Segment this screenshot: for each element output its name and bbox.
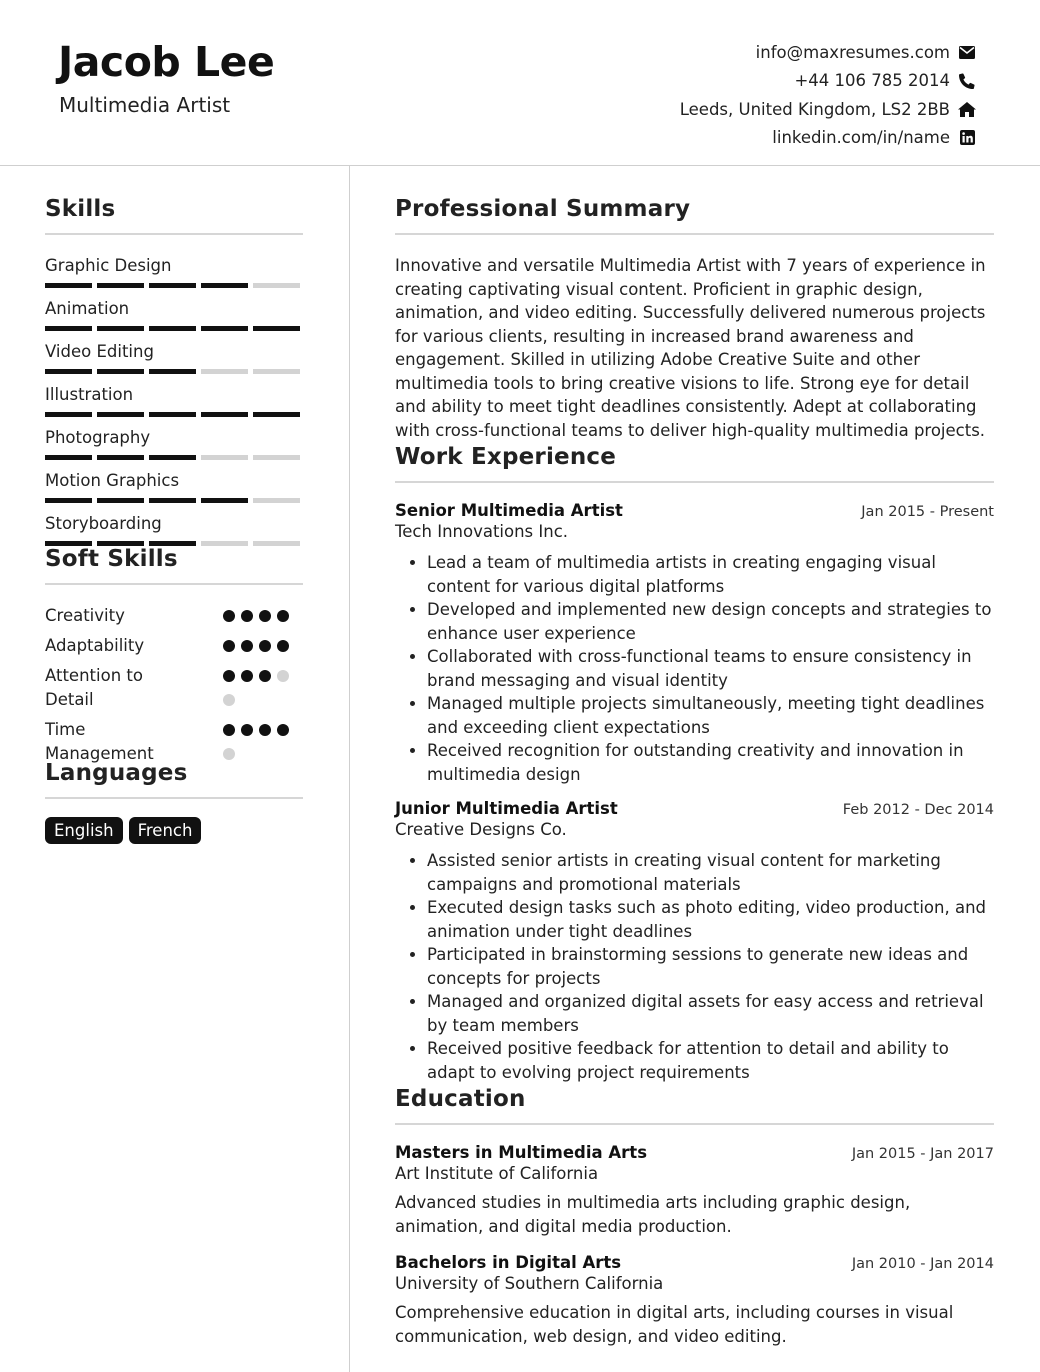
- responsibilities-list: [395, 849, 994, 1084]
- experience-header: [395, 799, 994, 818]
- rating-dot: [277, 670, 289, 682]
- candidate-name: Jacob Lee: [58, 38, 275, 86]
- skill-level-meter: [45, 326, 303, 331]
- rating-dot: [223, 670, 235, 682]
- skill-level-segment: [149, 326, 196, 331]
- candidate-title: Multimedia Artist: [59, 93, 231, 117]
- skill-level-segment: [201, 326, 248, 331]
- skill-label: Graphic Design: [45, 256, 172, 275]
- skill-level-segment: [149, 455, 196, 460]
- skill-level-meter: [45, 498, 303, 503]
- skill-label: Photography: [45, 428, 151, 447]
- skill-level-segment: [201, 455, 248, 460]
- phone-icon: [958, 72, 976, 90]
- skill-level-segment: [253, 326, 300, 331]
- rating-dot: [277, 724, 289, 736]
- school-name: University of Southern California: [395, 1274, 664, 1293]
- skill-label: Illustration: [45, 385, 134, 404]
- education-dates: Jan 2015 - Jan 2017: [851, 1146, 994, 1162]
- soft-skill-label: Time Management: [45, 720, 154, 763]
- soft-skill-item: [45, 634, 303, 664]
- skill-level-segment: [97, 412, 144, 417]
- responsibility-item: • Collaborated with cross-functional teams to ensure consistency in brand messaging and visual identity: [427, 645, 994, 692]
- soft-skills-list: [45, 604, 303, 772]
- summary-text: Innovative and versatile Multimedia Artist with 7 years of experience in creating captivating visual content. Proficient in graphic design, animation, and video editing. Successfully delivered numerous projects for various clients, resulting in increased brand awareness and engagement. Skilled in utilizing Adobe Creative Suite and other multimedia tools to bring creative visions to life. Strong eye for detail and ability to meet tight deadlines consistently. Adept at collaborating with cross-functional teams to deliver high-quality multimedia projects.: [395, 256, 986, 440]
- job-dates: Feb 2012 - Dec 2014: [842, 802, 994, 818]
- education-entry: [395, 1253, 994, 1348]
- rating-dot: [223, 640, 235, 652]
- company-name: Tech Innovations Inc.: [395, 522, 569, 541]
- skill-level-segment: [97, 369, 144, 374]
- contact-address: [680, 95, 976, 124]
- languages-list: [45, 817, 303, 844]
- skill-label: Motion Graphics: [45, 471, 180, 490]
- skill-level-segment: [201, 498, 248, 503]
- experience-list: [395, 501, 994, 1084]
- left-column: [45, 196, 303, 844]
- skill-level-meter: [45, 283, 303, 288]
- skill-item: [45, 462, 303, 505]
- skill-level-segment: [201, 283, 248, 288]
- linkedin-icon: [958, 129, 976, 147]
- education-dates: Jan 2010 - Jan 2014: [851, 1256, 994, 1272]
- column-divider: [349, 166, 350, 1372]
- skill-level-segment: [45, 412, 92, 417]
- languages-heading: Languages: [45, 760, 303, 799]
- job-dates: Jan 2015 - Present: [861, 504, 994, 520]
- rating-dot: [277, 610, 289, 622]
- skill-level-segment: [97, 455, 144, 460]
- home-icon: [958, 100, 976, 118]
- responsibility-item: • Executed design tasks such as photo editing, video production, and animation under tight deadlines: [427, 896, 994, 943]
- skill-level-segment: [253, 541, 300, 546]
- skill-level-segment: [149, 369, 196, 374]
- skill-level-meter: [45, 412, 303, 417]
- education-header: [395, 1253, 994, 1272]
- education-description: Comprehensive education in digital arts, including courses in visual communication, web design, and video editing.: [395, 1303, 954, 1346]
- rating-dot: [241, 670, 253, 682]
- rating-dot: [241, 724, 253, 736]
- language-badge: English: [45, 817, 123, 844]
- skill-label: Animation: [45, 299, 130, 318]
- rating-dot: [223, 748, 235, 760]
- skill-item: [45, 505, 303, 548]
- soft-skill-rating: [223, 718, 303, 772]
- skill-item: [45, 247, 303, 290]
- skill-level-segment: [97, 283, 144, 288]
- soft-skill-rating: [223, 634, 303, 664]
- company-name: Creative Designs Co.: [395, 820, 567, 839]
- education-list: [395, 1143, 994, 1348]
- experience-heading: Work Experience: [395, 444, 994, 483]
- responsibility-item: • Managed and organized digital assets for easy access and retrieval by team members: [427, 990, 994, 1037]
- experience-header: [395, 501, 994, 520]
- skill-item: [45, 333, 303, 376]
- skill-level-segment: [149, 283, 196, 288]
- skill-level-segment: [253, 455, 300, 460]
- rating-dot: [259, 640, 271, 652]
- rating-dot: [277, 640, 289, 652]
- soft-skill-label: Adaptability: [45, 636, 145, 655]
- experience-entry: [395, 501, 994, 786]
- rating-dot: [259, 670, 271, 682]
- skill-level-segment: [149, 412, 196, 417]
- contact-email[interactable]: [680, 38, 976, 67]
- skill-level-segment: [201, 541, 248, 546]
- responsibility-item: • Assisted senior artists in creating visual content for marketing campaigns and promotional materials: [427, 849, 994, 896]
- skill-level-segment: [253, 283, 300, 288]
- skills-list: [45, 247, 303, 548]
- soft-skill-label: Creativity: [45, 606, 125, 625]
- contact-phone-text: +44 106 785 2014: [794, 71, 950, 91]
- contact-phone[interactable]: [680, 67, 976, 96]
- education-heading: Education: [395, 1086, 994, 1125]
- rating-dot: [223, 694, 235, 706]
- school-name: Art Institute of California: [395, 1164, 599, 1183]
- skill-level-meter: [45, 369, 303, 374]
- education-entry: [395, 1143, 994, 1238]
- skill-level-meter: [45, 455, 303, 460]
- responsibility-item: • Participated in brainstorming sessions to generate new ideas and concepts for projects: [427, 943, 994, 990]
- contact-address-text: Leeds, United Kingdom, LS2 2BB: [679, 99, 950, 119]
- contact-list: [680, 38, 976, 152]
- soft-skill-rating: [223, 664, 303, 718]
- skill-level-segment: [201, 369, 248, 374]
- soft-skill-label: Attention to Detail: [45, 666, 143, 709]
- skill-level-segment: [253, 412, 300, 417]
- rating-dot: [241, 640, 253, 652]
- education-description: Advanced studies in multimedia arts including graphic design, animation, and digital media production.: [395, 1193, 911, 1236]
- skill-label: Video Editing: [45, 342, 154, 361]
- soft-skill-item: [45, 664, 303, 718]
- skill-item: [45, 376, 303, 419]
- soft-skill-item: [45, 604, 303, 634]
- degree-name: Masters in Multimedia Arts: [395, 1143, 648, 1162]
- soft-skills-heading: Soft Skills: [45, 546, 303, 585]
- job-role: Senior Multimedia Artist: [395, 501, 623, 520]
- contact-linkedin-text: linkedin.com/in/name: [772, 128, 950, 148]
- skill-level-segment: [45, 283, 92, 288]
- language-badge: French: [129, 817, 202, 844]
- summary-heading: Professional Summary: [395, 196, 994, 235]
- responsibility-item: • Managed multiple projects simultaneously, meeting tight deadlines and exceeding client expectations: [427, 692, 994, 739]
- skill-item: [45, 290, 303, 333]
- degree-name: Bachelors in Digital Arts: [395, 1253, 622, 1272]
- responsibility-item: • Developed and implemented new design concepts and strategies to enhance user experience: [427, 598, 994, 645]
- skill-level-segment: [253, 498, 300, 503]
- skill-level-segment: [45, 369, 92, 374]
- resume-header: [0, 0, 1040, 166]
- right-column: [395, 196, 994, 1348]
- skill-level-segment: [201, 412, 248, 417]
- skill-level-segment: [45, 498, 92, 503]
- skill-level-segment: [149, 498, 196, 503]
- contact-linkedin[interactable]: [680, 124, 976, 153]
- rating-dot: [259, 724, 271, 736]
- contact-email-text: info@maxresumes.com: [755, 42, 950, 62]
- skill-level-segment: [253, 369, 300, 374]
- responsibility-item: • Received positive feedback for attention to detail and ability to adapt to evolving project requirements: [427, 1037, 994, 1084]
- rating-dot: [241, 610, 253, 622]
- education-header: [395, 1143, 994, 1162]
- skill-level-segment: [97, 498, 144, 503]
- rating-dot: [223, 610, 235, 622]
- responsibilities-list: [395, 551, 994, 786]
- skill-label: Storyboarding: [45, 514, 162, 533]
- experience-entry: [395, 799, 994, 1084]
- soft-skill-rating: [223, 604, 303, 634]
- skills-heading: Skills: [45, 196, 303, 235]
- skill-level-segment: [45, 326, 92, 331]
- job-role: Junior Multimedia Artist: [395, 799, 618, 818]
- envelope-icon: [958, 43, 976, 61]
- rating-dot: [223, 724, 235, 736]
- skill-level-segment: [45, 455, 92, 460]
- rating-dot: [259, 610, 271, 622]
- responsibility-item: • Received recognition for outstanding creativity and innovation in multimedia design: [427, 739, 994, 786]
- skill-level-segment: [97, 326, 144, 331]
- skill-item: [45, 419, 303, 462]
- responsibility-item: • Lead a team of multimedia artists in creating engaging visual content for various digital platforms: [427, 551, 994, 598]
